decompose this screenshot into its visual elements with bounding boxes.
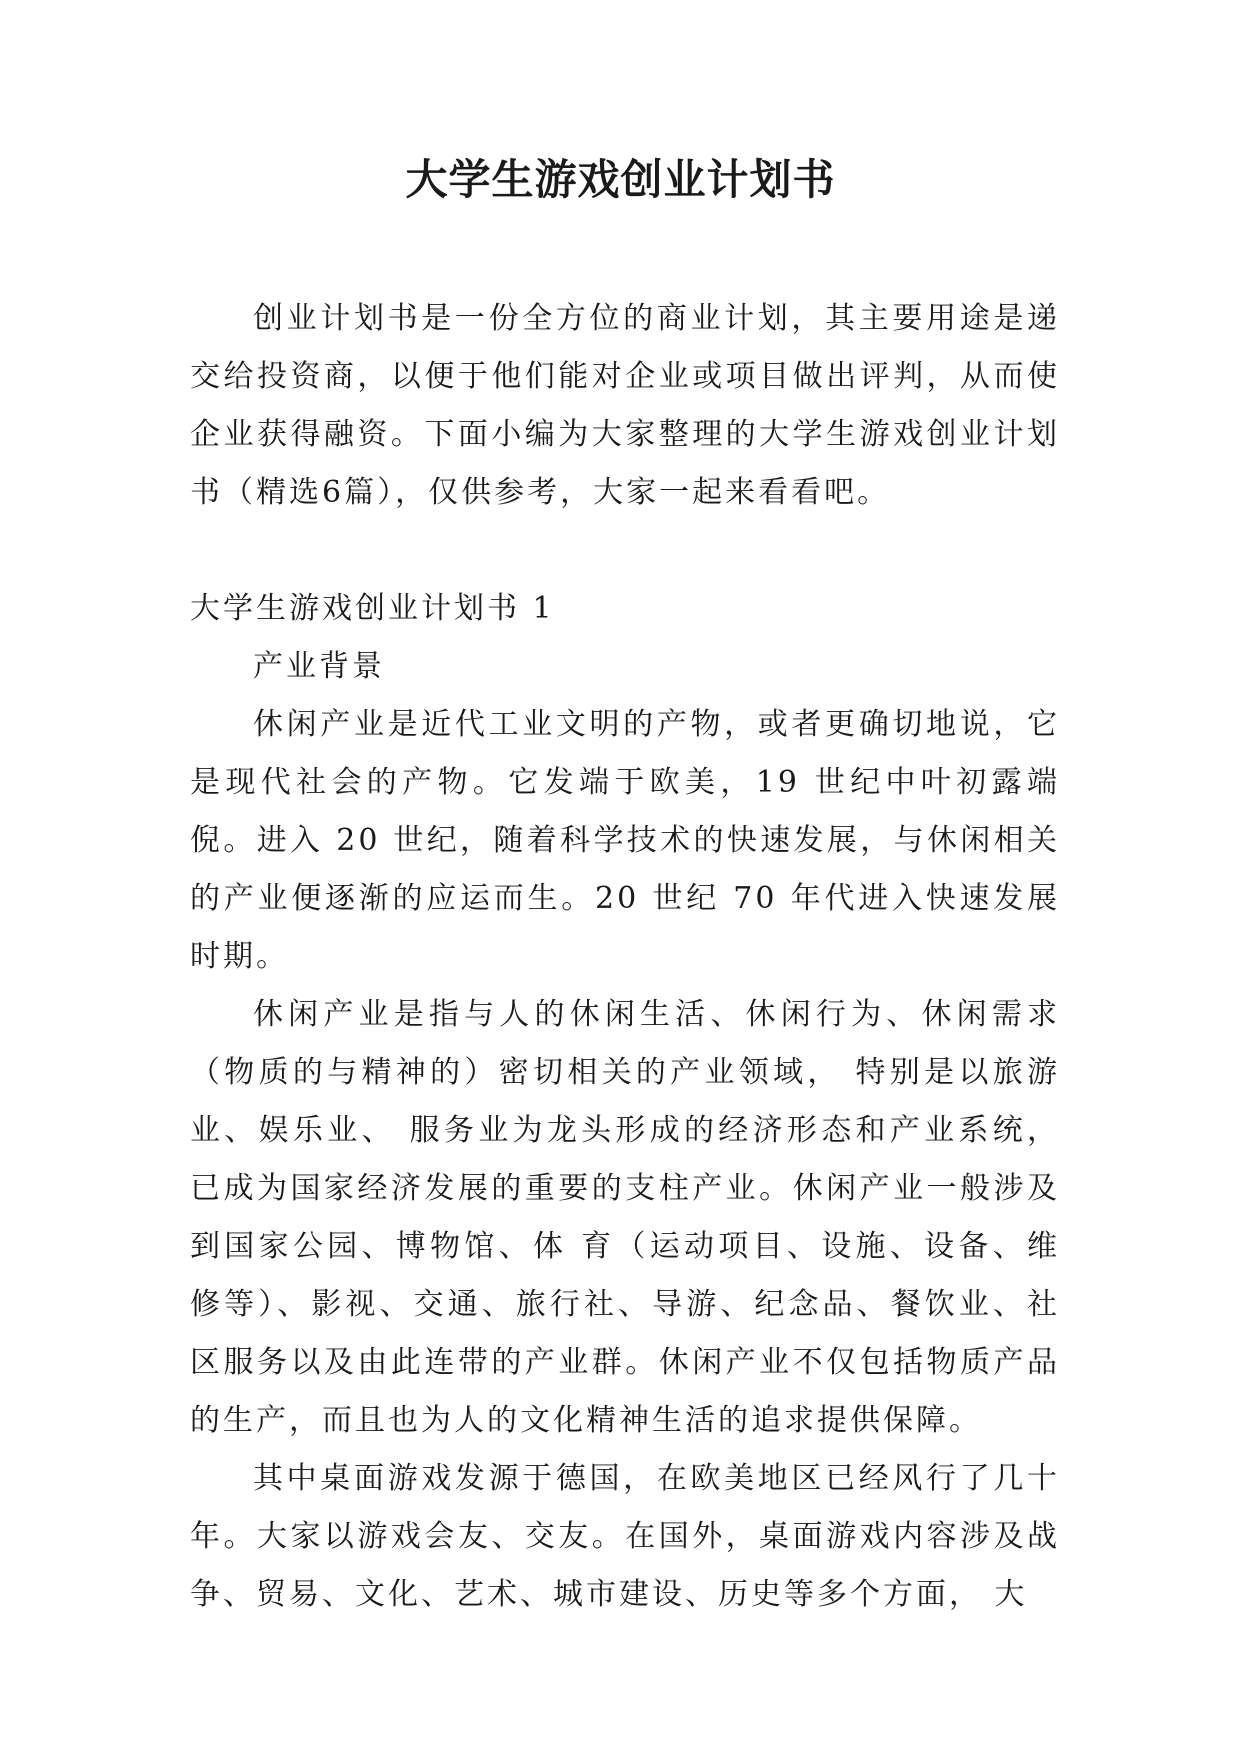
document-title: 大学生游戏创业计划书 <box>405 155 836 204</box>
document-body <box>190 290 1060 1624</box>
section-heading: 大学生游戏创业计划书 1 <box>190 591 555 626</box>
body-paragraph: 休闲产业是近代工业文明的产物，或者更确切地说，它是现代社会的产物。它发端于欧美，19 世纪中叶初露端倪。进入 20 世纪，随着科学技术的快速发展，与休闲相关的产业便逐渐的应运而生。20 世纪 70 年代进入快速发展时期。 <box>190 707 1060 974</box>
intro-paragraph: 创业计划书是一份全方位的商业计划，其主要用途是递交给投资商，以便于他们能对企业或项目做出评判，从而使企业获得融资。下面小编为大家整理的大学生游戏创业计划书（精选6篇），仅供参考，大家一起来看看吧。 <box>190 301 1060 510</box>
body-paragraph: 休闲产业是指与人的休闲生活、休闲行为、休闲需求（物质的与精神的）密切相关的产业领域， 特别是以旅游业、娱乐业、 服务业为龙头形成的经济形态和产业系统，已成为国家经济发展的重要的支柱产业。休闲产业一般涉及到国家公园、博物馆、体 育（运动项目、设施、设备、维修等）、影视、交通、旅行社、导游、纪念品、餐饮业、社区服务以及由此连带的产业群。休闲产业不仅包括物质产品的生产，而且也为人的文化精神生活的追求提供保障。 <box>190 997 1060 1438</box>
body-paragraph: 其中桌面游戏发源于德国，在欧美地区已经风行了几十年。大家以游戏会友、交友。在国外，桌面游戏内容涉及战争、贸易、文化、艺术、城市建设、历史等多个方面， 大 <box>190 1461 1060 1612</box>
subheading: 产业背景 <box>253 649 385 684</box>
